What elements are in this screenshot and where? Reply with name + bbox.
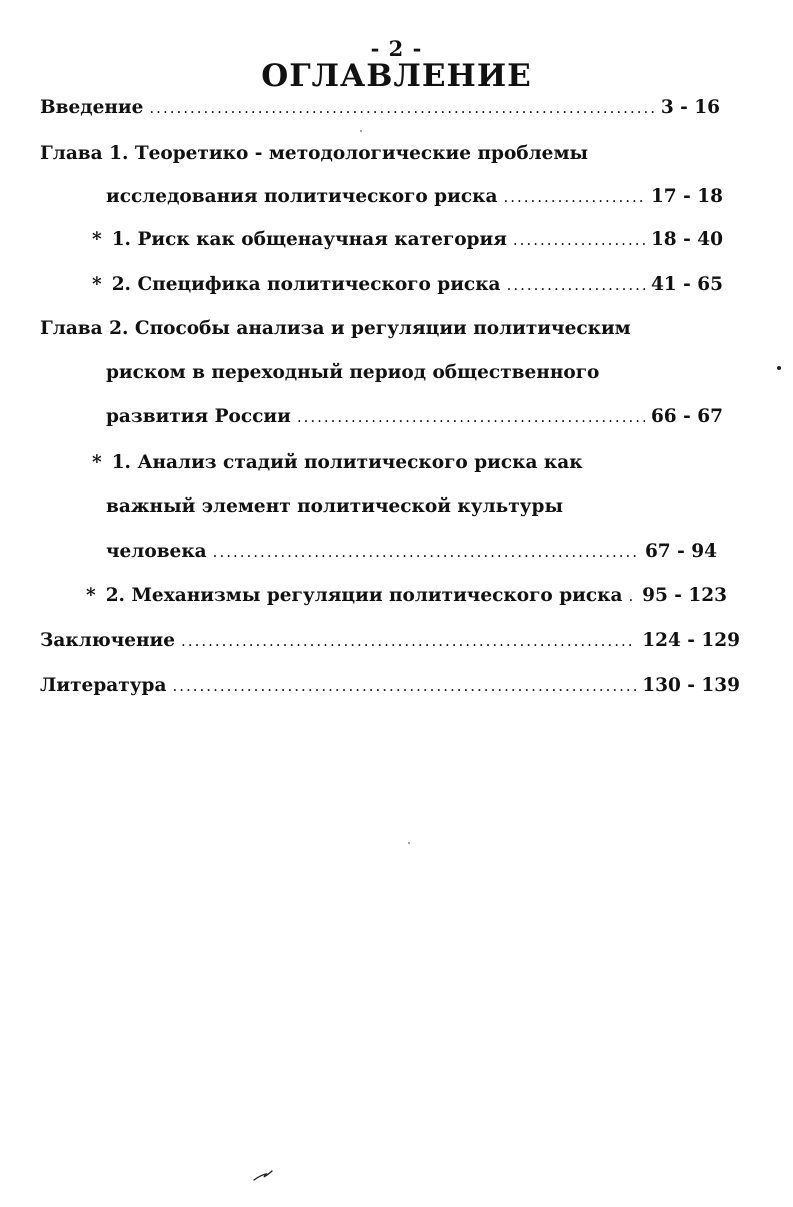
toc-chapter2-line2: риском в переходный период общественного [106,362,600,383]
pen-mark-icon [253,1168,273,1182]
toc-entry-pages: 17 - 18 [650,186,723,207]
toc-chapter1-section1 [92,226,723,254]
page-number: - 2 - [370,36,423,61]
toc-chapter2-line3 [106,403,723,431]
toc-chapter2-section2 [86,582,727,610]
dot-leader [149,94,654,122]
dot-leader [297,403,645,431]
toc-entry-text [92,226,507,254]
toc-entry-text: Заключение [40,630,176,651]
asterisk-marker: * [86,585,96,606]
dot-leader [181,627,636,655]
asterisk-marker: * [92,229,102,250]
toc-chapter1-section2 [92,271,723,299]
toc-entry-pages: 41 - 65 [650,274,723,295]
toc-entry-pages: 124 - 129 [642,630,740,651]
asterisk-marker: * [92,452,102,473]
toc-literature [40,672,740,700]
toc-entry-pages: 18 - 40 [650,229,723,250]
dot-leader [628,582,636,610]
toc-entry-text [86,582,622,610]
page-title: ОГЛАВЛЕНИЕ [261,58,532,94]
toc-entry-text: Литература [40,675,167,696]
toc-entry-pages: 67 - 94 [644,541,717,562]
section-title: 2. Механизмы регуляции политического риска [105,585,623,606]
toc-entry-text: исследования политического риска [106,186,498,207]
toc-entry-text: Введение [40,97,144,118]
asterisk-marker: * [92,274,102,295]
toc-chapter1-continued [106,183,723,211]
toc-entry-pages: 130 - 139 [642,675,740,696]
toc-entry-pages: 66 - 67 [650,406,723,427]
toc-entry-text [92,271,501,299]
dot-leader [213,538,639,566]
scan-speck [408,842,410,844]
toc-chapter2-section1-line2: важный элемент политической культуры [106,496,563,517]
toc-chapter2-title: Глава 2. Способы анализа и регуляции политическим [40,318,631,339]
toc-chapter2-section1-line1 [92,449,583,477]
dot-leader [513,226,645,254]
toc-entry-pages: 95 - 123 [642,585,727,606]
scan-speck [360,130,362,132]
toc-entry-text: человека [106,541,207,562]
section-title: 1. Риск как общенаучная категория [111,229,507,250]
scan-speck [777,366,781,370]
section-title: 2. Специфика политического риска [111,274,501,295]
toc-chapter2-section1-line3 [106,538,717,566]
dot-leader [507,271,645,299]
dot-leader [172,672,636,700]
toc-conclusion [40,627,740,655]
toc-introduction [40,94,720,122]
toc-entry-pages: 3 - 16 [660,97,720,118]
toc-entry-text: развития России [106,406,291,427]
section-title: 1. Анализ стадий политического риска как [111,452,583,473]
dot-leader [503,183,645,211]
toc-chapter1-title: Глава 1. Теоретико - методологические проблемы [40,143,589,164]
